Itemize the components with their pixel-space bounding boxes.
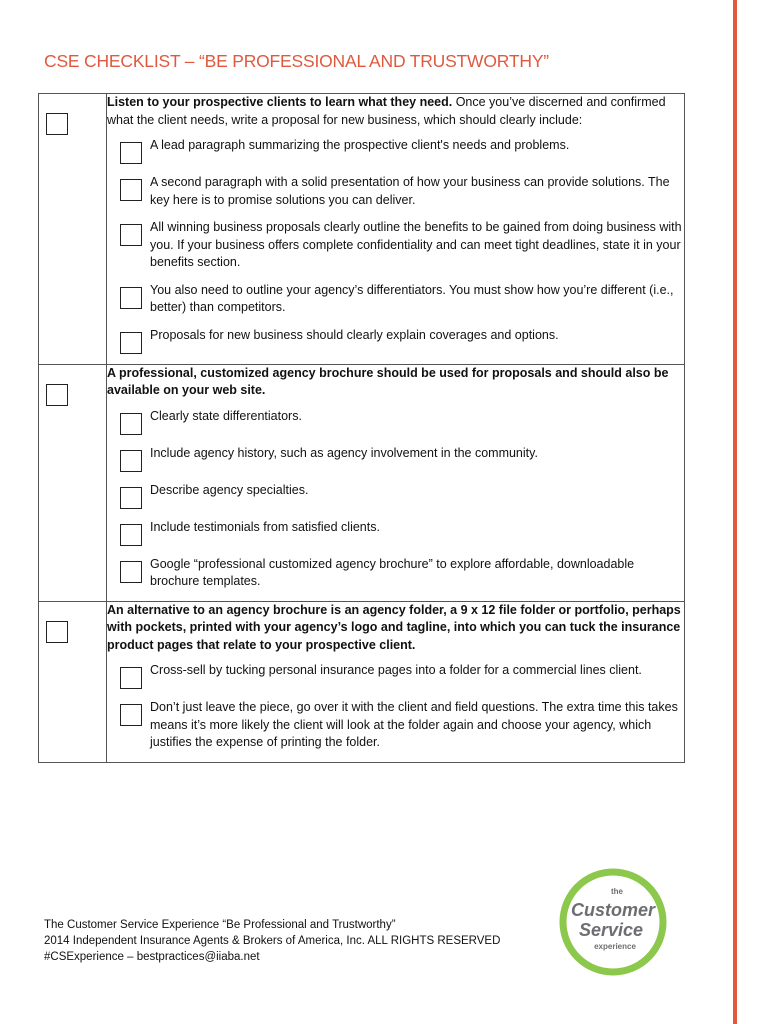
section-checkbox[interactable] [46,113,68,135]
page-title: CSE CHECKLIST – “BE PROFESSIONAL AND TRUSTWORTHY” [44,51,549,71]
section-content [107,364,685,601]
item-text: Don’t just leave the piece, go over it with the client and field questions. The extra time this takes means it’s more likely the client will look at the folder again and choose your agency, which justifies the expense of printing the folder. [150,700,678,749]
footer-line-1: The Customer Service Experience “Be Professional and Trustworthy” [44,919,396,931]
checklist-item [107,519,684,546]
item-text: Cross-sell by tucking personal insurance pages into a folder for a commercial lines client. [150,663,642,677]
logo-word-customer: Customer [570,900,656,920]
customer-service-experience-logo [557,866,669,978]
section-checkbox[interactable] [46,621,68,643]
item-checkbox[interactable] [120,667,142,689]
item-text: Google “professional customized agency brochure” to explore affordable, downloadable brochure templates. [150,556,635,588]
item-checkbox[interactable] [120,524,142,546]
checklist-item [107,482,684,509]
item-checkbox[interactable] [120,704,142,726]
footer [44,917,500,965]
checklist-item [107,556,684,591]
footer-line-2: 2014 Independent Insurance Agents & Brokers of America, Inc. ALL RIGHTS RESERVED [44,935,501,947]
checklist-item [107,219,684,272]
section-lead-text: Once you’ve discerned and confirmed what the client needs, write a proposal for new business, which should clearly include: [107,95,666,127]
checklist-item [107,408,684,435]
section-lead [107,94,684,129]
section-content [107,601,685,762]
item-text: A lead paragraph summarizing the prospective client's needs and problems. [150,138,570,152]
section-lead [107,365,684,400]
item-checkbox[interactable] [120,413,142,435]
section-lead-bold: Listen to your prospective clients to learn what they need. [107,95,453,109]
checklist-item [107,282,684,317]
logo-word-experience: experience [594,942,636,951]
item-checkbox[interactable] [120,287,142,309]
item-text: You also need to outline your agency’s differentiators. You must show how you’re different (i.e., better) than competitors. [150,282,674,314]
item-checkbox[interactable] [120,561,142,583]
section-checkbox[interactable] [46,384,68,406]
section-content [107,94,685,365]
checklist-item [107,699,684,752]
section-checkbox-cell [39,94,107,365]
section-lead-bold: An alternative to an agency brochure is an agency folder, a 9 x 12 file folder or portfolio, perhaps with pockets, printed with your agency’s logo and tagline, into which you can tuck the insurance product pages that relate to your prospective client. [107,602,681,652]
section-lead [107,602,684,655]
checklist-item [107,662,684,689]
logo-the: the [611,887,623,896]
section-checkbox-cell [39,601,107,762]
checklist-section [39,601,685,762]
item-text: A second paragraph with a solid presentation of how your business can provide solutions. The key here is to promise solutions you can deliver. [150,175,670,207]
item-text: Clearly state differentiators. [150,408,302,423]
checklist-item [107,174,684,209]
checklist-item [107,137,684,164]
checklist-item [107,327,684,354]
section-lead-bold: A professional, customized agency brochure should be used for proposals and should also be available on your web site. [107,365,669,397]
item-checkbox[interactable] [120,224,142,246]
section-checkbox-cell [39,364,107,601]
item-text: All winning business proposals clearly outline the benefits to be gained from doing business with you. If your business offers complete confidentiality and can meet tight deadlines, state it in your benefits section. [150,220,682,269]
checklist-section [39,364,685,601]
item-text: Include testimonials from satisfied clients. [150,519,380,534]
page-edge-line [733,0,737,1024]
item-checkbox[interactable] [120,142,142,164]
item-text: Proposals for new business should clearly explain coverages and options. [150,327,559,342]
item-checkbox[interactable] [120,487,142,509]
logo-word-service: Service [578,920,644,940]
footer-line-3: #CSExperience – bestpractices@iiaba.net [44,951,260,963]
checklist-section [39,94,685,365]
item-text: Include agency history, such as agency involvement in the community. [150,445,538,460]
item-checkbox[interactable] [120,179,142,201]
item-checkbox[interactable] [120,332,142,354]
item-text: Describe agency specialties. [150,482,309,497]
item-checkbox[interactable] [120,450,142,472]
checklist-item [107,445,684,472]
checklist-table [38,93,685,763]
